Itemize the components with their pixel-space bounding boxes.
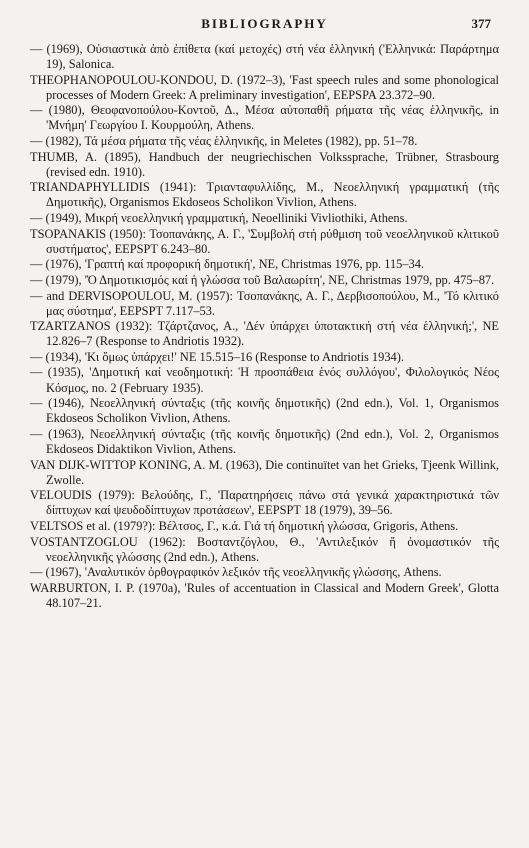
bibliography-entry: — and DERVISOPOULOU, M. (1957): Τσοπανάκης, Α. Γ., Δερβισοπούλου, Μ., 'Τό κλιτικό μας σύστημα', EEPSPT 7.117–53.: [30, 288, 499, 318]
bibliography-entry: VOSTANTZOGLOU (1962): Βοσταντζόγλου, Θ., 'Αντιλεξικόν ἤ ὀνομαστικόν τῆς νεοελληνικῆς γλώσσης (2nd edn.), Athens.: [30, 534, 499, 564]
bibliography-entry: — (1967), 'Αναλυτικόν ὀρθογραφικόν λεξικόν τῆς νεοελληνικῆς γλώσσης, Athens.: [30, 565, 442, 580]
bibliography-entry: VELOUDIS (1979): Βελούδης, Γ., 'Παρατηρήσεις πάνω στά γενικά χαρακτηριστικά τῶν δίπτυχων καί ψευδοδίπτυχων προτάσεων', EEPSPT 18 (1979), 39–56.: [30, 488, 499, 518]
bibliography-entry: — (1946), Νεοελληνική σύνταξις (τῆς κοινῆς δημοτικῆς) (2nd edn.), Vol. 1, Organismos Ekdoseos Scholikon Vivlion, Athens.: [30, 396, 499, 426]
bibliography-entry: — (1976), 'Γραπτή καί προφορική δημοτική', NE, Christmas 1976, pp. 115–34.: [30, 257, 425, 272]
bibliography-entry: — (1949), Μικρή νεοελληνική γραμματική, Neoelliniki Vivliothiki, Athens.: [30, 211, 408, 226]
bibliography-entry: TRIANDAPHYLLIDIS (1941): Τριανταφυλλίδης, Μ., Νεοελληνική γραμματική (τῆς Δημοτικῆς), Organismos Ekdoseos Scholikon Vivlion, Athens.: [30, 180, 499, 210]
bibliography-entry: — (1969), Οὐσιαστικὰ ἀπὸ ἐπίθετα (καί μετοχές) στή νέα ἑλληνική ('Ελληνικά: Παράρτημα 19), Salonica.: [30, 42, 499, 72]
page-number: 377: [471, 16, 491, 31]
bibliography-entry: — (1935), 'Δημοτική καί νεοδημοτική: Ἡ προσπάθεια ἑνός συλλόγου', Φιλολογικός Νέος Κόσμος, no. 2 (February 1935).: [30, 365, 499, 395]
bibliography-entry: VELTSOS et al. (1979?): Βέλτσος, Γ., κ.ά. Γιά τή δημοτική γλώσσα, Grigoris, Athens.: [30, 518, 459, 533]
bibliography-list: [30, 42, 499, 611]
bibliography-entry: TSOPANAKIS (1950): Τσοπανάκης, Α. Γ., 'Συμβολή στή ρύθμιση τοῦ νεοελληνικοῦ κλιτικοῦ συστήματος', EEPSPT 6.243–80.: [30, 226, 499, 256]
bibliography-entry: — (1963), Νεοελληνική σύνταξις (τῆς κοινῆς δημοτικῆς) (2nd edn.), Vol. 2, Organismos Ekdoseos Didaktikon Vivlion, Athens.: [30, 426, 499, 456]
bibliography-entry: — (1979), 'Ὁ Δημοτικισμός καί ἡ γλώσσα τοῦ Βαλαωρίτη', NE, Christmas 1979, pp. 475–87.: [30, 272, 495, 287]
bibliography-entry: WARBURTON, I. P. (1970a), 'Rules of accentuation in Classical and Modern Greek', Glotta 48.107–21.: [30, 580, 499, 610]
bibliography-entry: VAN DIJK-WITTOP KONING, A. M. (1963), Die continuïtet van het Grieks, Tjeenk Willink, Zwolle.: [30, 457, 499, 487]
page-header: [30, 16, 499, 38]
bibliography-entry: TZARTZANOS (1932): Τζάρτζανος, Α., 'Δέν ὑπάρχει ὑποτακτική στή νέα ἑλληνική;', NE 12.826–7 (Response to Andriotis 1932).: [30, 319, 499, 349]
bibliography-entry: THUMB, A. (1895), Handbuch der neugriechischen Volkssprache, Trübner, Strasbourg (revised edn. 1910).: [30, 149, 499, 179]
bibliography-entry: — (1980), Θεοφανοπούλου-Κοντοῦ, Δ., Μέσα αὐτοπαθῆ ρήματα τῆς νέας ἑλληνικῆς, in 'Μνήμη' Γεωργίου Ι. Κουρμούλη, Athens.: [30, 103, 499, 133]
running-head: BIBLIOGRAPHY: [201, 16, 328, 31]
bibliography-entry: THEOPHANOPOULOU-KONDOU, D. (1972–3), 'Fast speech rules and some phonological processes of Modern Greek: A preliminary investigation', EEPSPA 23.372–90.: [30, 72, 499, 102]
bibliography-entry: — (1982), Τά μέσα ρήματα τῆς νέας ἑλληνικῆς, in Meletes (1982), pp. 51–78.: [30, 134, 418, 149]
bibliography-entry: — (1934), 'Κι ὅμως ὑπάρχει!' NE 15.515–16 (Response to Andriotis 1934).: [30, 349, 404, 364]
